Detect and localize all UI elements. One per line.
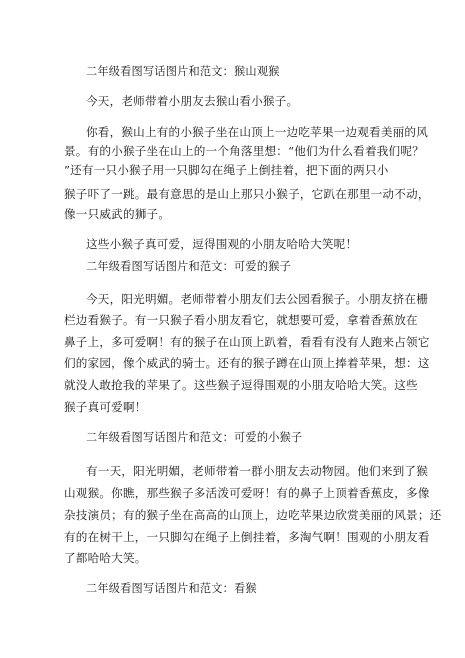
- paragraph-line: 你看，猴山上有的小猴子坐在山顶上一边吃苹果一边观看美丽的风: [86, 125, 429, 139]
- paragraph-line: 今天，老师带着小朋友去猴山看小猴子。: [86, 94, 299, 108]
- paragraph-line: 杂技演员；有的猴子坐在高高的山顶上，边吃苹果边欣赏美丽的风景；还: [64, 508, 442, 522]
- paragraph-line: 今天，阳光明媚。老师带着小朋友们去公园看猴子。小朋友挤在栅: [86, 292, 429, 306]
- paragraph-line: 们的家园，像个威武的骑士。还有的猴子蹲在山顶上捧着苹果，想：这: [64, 356, 430, 370]
- paragraph-line: 这些小猴子真可爱，逗得围观的小朋友哈哈大笑呢！: [86, 237, 358, 251]
- paragraph-line: 像一只威武的狮子。: [64, 207, 171, 221]
- paragraph-line: 猴子吓了一跳。最有意思的是山上那只小猴子，它趴在那里一动不动，: [64, 187, 430, 201]
- section-title-3: 二年级看图写话图片和范文：可爱的小猴子: [86, 431, 303, 444]
- paragraph-line: 有的在树干上，一只脚勾在绳子上倒挂着，多淘气啊！围观的小朋友看: [64, 530, 430, 544]
- paragraph-line: 猴子真可爱啊！: [64, 400, 147, 414]
- paragraph-line: 鼻子上，多可爱啊！有的猴子在山顶上趴着，看看有没有人跑来占领它: [64, 335, 430, 349]
- paragraph-line: ”还有一只小猴子用一只脚勾在绳子上倒挂着，把下面的两只小: [64, 163, 389, 177]
- paragraph-line: 了都哈哈大笑。: [64, 551, 147, 565]
- paragraph-line: 栏边看猴子。有一只猴子看小朋友看它，就想要可爱，拿着香蕉放在: [64, 313, 418, 327]
- section-title-4: 二年级看图写话图片和范文：看猴: [86, 582, 257, 595]
- paragraph-line: 有一天，阳光明媚，老师带着一群小朋友去动物园。他们来到了猴: [86, 464, 429, 478]
- paragraph-line: 就没人敢抢我的苹果了。这些猴子逗得围观的小朋友哈哈大笑。这些: [64, 378, 418, 392]
- paragraph-line: 景。有的小猴子坐在山上的一个角落里想：“他们为什么看着我们呢？: [64, 144, 424, 158]
- section-title-1: 二年级看图写话图片和范文：猴山观猴: [86, 65, 280, 78]
- paragraph-line: 山观猴。你瞧，那些猴子多活泼可爱呀！有的鼻子上顶着香蕉皮，多像: [64, 486, 430, 500]
- section-title-2: 二年级看图写话图片和范文：可爱的猴子: [86, 260, 291, 273]
